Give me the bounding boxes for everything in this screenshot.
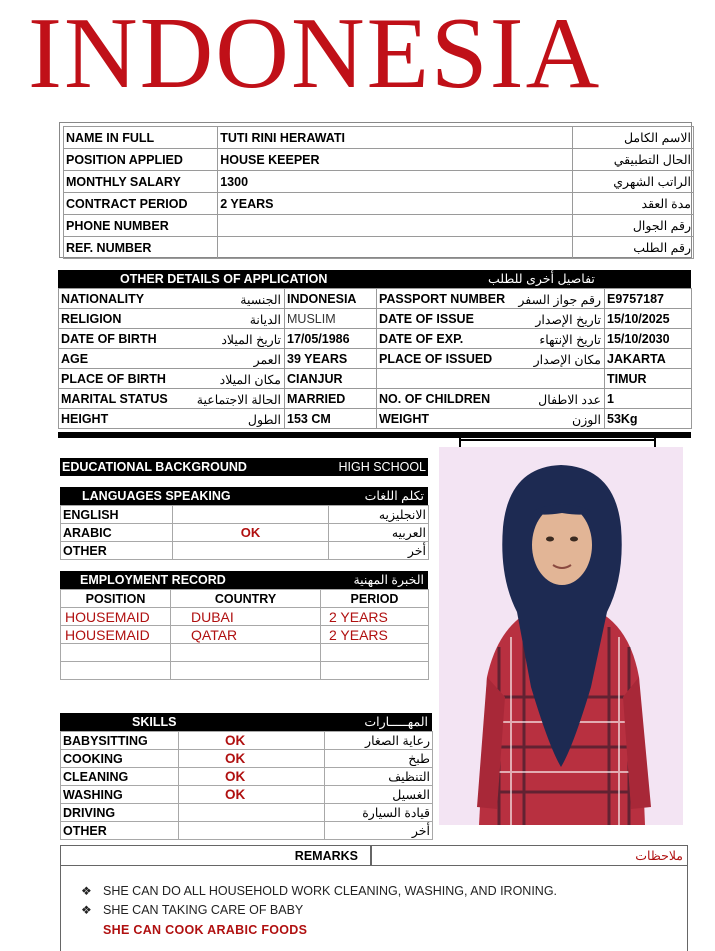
field-value: 1300 <box>218 171 573 193</box>
detail-value: 15/10/2030 <box>605 329 692 349</box>
summary-row <box>64 193 694 215</box>
summary-row <box>64 127 694 149</box>
skill-level: OK <box>179 750 325 768</box>
detail-label: PASSPORT NUMBER <box>379 291 506 306</box>
field-value <box>218 237 573 259</box>
languages-section <box>60 487 428 560</box>
employment-period <box>321 644 429 662</box>
detail-value: E9757187 <box>605 289 692 309</box>
other-details-header <box>58 270 691 288</box>
language-label: OTHER <box>61 542 173 560</box>
field-label-ar: الاسم الكامل <box>573 127 694 149</box>
skill-label-ar: قيادة السيارة <box>325 804 433 822</box>
detail-row <box>59 329 692 349</box>
skill-label: WASHING <box>61 786 179 804</box>
detail-value: CIANJUR <box>285 369 377 389</box>
skill-label-ar: الغسيل <box>325 786 433 804</box>
applicant-summary-table <box>63 126 694 259</box>
diamond-bullet-icon: ❖ <box>81 884 92 898</box>
detail-label-ar: الديانة <box>249 312 281 327</box>
employment-row <box>61 644 429 662</box>
language-label-ar: الانجليزيه <box>329 506 429 524</box>
languages-title: LANGUAGES SPEAKING <box>82 489 231 503</box>
applicant-photo <box>439 447 683 825</box>
skill-label: BABYSITTING <box>61 732 179 750</box>
detail-row <box>59 369 692 389</box>
skills-header <box>60 713 432 731</box>
skill-row <box>61 822 433 840</box>
employment-section <box>60 571 428 680</box>
skill-level <box>179 822 325 840</box>
remarks-header <box>61 846 687 866</box>
employment-column-header: PERIOD <box>321 590 429 608</box>
employment-period <box>321 662 429 680</box>
field-value: TUTI RINI HERAWATI <box>218 127 573 149</box>
detail-value: 15/10/2025 <box>605 309 692 329</box>
detail-label-ar: الطول <box>247 412 281 427</box>
employment-period: 2 YEARS <box>321 626 429 644</box>
detail-label-ar: الحالة الاجتماعية <box>196 392 281 407</box>
employment-country: DUBAI <box>171 608 321 626</box>
remarks-list <box>81 882 687 920</box>
section-divider <box>58 432 691 438</box>
detail-label-cell <box>59 289 285 309</box>
detail-label-cell <box>377 389 605 409</box>
employment-position <box>61 644 171 662</box>
remark-item <box>81 882 687 901</box>
employment-row <box>61 626 429 644</box>
remarks-title-ar: ملاحظات <box>635 849 683 863</box>
detail-value: 1 <box>605 389 692 409</box>
detail-label-cell <box>59 389 285 409</box>
employment-country <box>171 644 321 662</box>
detail-label-cell <box>59 409 285 429</box>
remarks-section <box>60 845 688 951</box>
employment-title-ar: الخبرة المهنية <box>353 573 424 587</box>
education-label: EDUCATIONAL BACKGROUND <box>62 460 247 474</box>
employment-header <box>60 571 428 589</box>
detail-value: 17/05/1986 <box>285 329 377 349</box>
field-label: MONTHLY SALARY <box>64 171 218 193</box>
detail-label: AGE <box>61 351 89 366</box>
language-level: OK <box>173 524 329 542</box>
skill-level: OK <box>179 786 325 804</box>
detail-row <box>59 409 692 429</box>
skill-label: OTHER <box>61 822 179 840</box>
detail-label: DATE OF EXP. <box>379 331 464 346</box>
employment-period: 2 YEARS <box>321 608 429 626</box>
detail-value: JAKARTA <box>605 349 692 369</box>
skill-label: CLEANING <box>61 768 179 786</box>
language-level <box>173 542 329 560</box>
field-label-ar: الراتب الشهري <box>573 171 694 193</box>
detail-label-cell <box>59 309 285 329</box>
applicant-summary-box <box>59 122 692 258</box>
country-title: INDONESIA <box>28 0 602 110</box>
detail-row <box>59 309 692 329</box>
photo-frame-line <box>459 439 656 441</box>
language-label-ar: العربيه <box>329 524 429 542</box>
detail-label-cell <box>59 329 285 349</box>
field-label-ar: رقم الطلب <box>573 237 694 259</box>
skills-section <box>60 713 432 840</box>
other-details-title: OTHER DETAILS OF APPLICATION <box>120 272 328 286</box>
field-label: CONTRACT PERIOD <box>64 193 218 215</box>
detail-row <box>59 389 692 409</box>
detail-value: MUSLIM <box>285 309 377 329</box>
field-label-ar: رقم الجوال <box>573 215 694 237</box>
summary-row <box>64 215 694 237</box>
detail-value: INDONESIA <box>285 289 377 309</box>
employment-table <box>60 589 429 680</box>
employment-position <box>61 662 171 680</box>
detail-value: MARRIED <box>285 389 377 409</box>
other-details-section <box>58 270 691 429</box>
skill-label-ar: أخر <box>325 822 433 840</box>
summary-row <box>64 171 694 193</box>
employment-column-header: COUNTRY <box>171 590 321 608</box>
detail-row <box>59 349 692 369</box>
detail-label: DATE OF BIRTH <box>61 331 157 346</box>
employment-row <box>61 608 429 626</box>
detail-label-ar: مكان الإصدار <box>533 352 601 367</box>
detail-label-ar: العمر <box>253 352 281 367</box>
languages-table <box>60 505 429 560</box>
skills-table <box>60 731 433 840</box>
detail-label-ar: مكان الميلاد <box>219 372 281 387</box>
remarks-title: REMARKS <box>61 846 371 866</box>
detail-label: PLACE OF ISSUED <box>379 351 493 366</box>
other-details-table <box>58 288 692 429</box>
skill-row <box>61 804 433 822</box>
skill-label-ar: طبخ <box>325 750 433 768</box>
field-value: HOUSE KEEPER <box>218 149 573 171</box>
employment-column-header: POSITION <box>61 590 171 608</box>
detail-value: 39 YEARS <box>285 349 377 369</box>
field-label: PHONE NUMBER <box>64 215 218 237</box>
detail-label-cell <box>377 289 605 309</box>
detail-label: WEIGHT <box>379 411 429 426</box>
field-value: 2 YEARS <box>218 193 573 215</box>
skill-row <box>61 768 433 786</box>
languages-header <box>60 487 428 505</box>
detail-label-cell <box>377 349 605 369</box>
summary-row <box>64 149 694 171</box>
skill-row <box>61 732 433 750</box>
detail-value: 153 CM <box>285 409 377 429</box>
detail-label: DATE OF ISSUE <box>379 311 474 326</box>
remarks-highlight: SHE CAN COOK ARABIC FOODS <box>103 923 308 937</box>
field-label: POSITION APPLIED <box>64 149 218 171</box>
education-value: HIGH SCHOOL <box>338 460 426 474</box>
employment-country <box>171 662 321 680</box>
detail-label-ar: الوزن <box>572 412 601 427</box>
detail-label-cell <box>377 309 605 329</box>
education-bar <box>60 458 428 476</box>
skill-label: COOKING <box>61 750 179 768</box>
skill-label: DRIVING <box>61 804 179 822</box>
detail-value: 53Kg <box>605 409 692 429</box>
applicant-photo-illustration <box>439 447 683 825</box>
detail-label-ar: تاريخ الإنتهاء <box>539 332 601 347</box>
detail-label-ar: عدد الاطفال <box>538 392 601 407</box>
education-row <box>60 458 428 476</box>
skill-level: OK <box>179 732 325 750</box>
other-details-title-ar: تفاصيل أخرى للطلب <box>488 272 595 286</box>
detail-label: RELIGION <box>61 311 122 326</box>
language-row <box>61 542 429 560</box>
remark-text: SHE CAN DO ALL HOUSEHOLD WORK CLEANING, WASHING, AND IRONING. <box>103 884 558 898</box>
language-row <box>61 506 429 524</box>
detail-label: PLACE OF BIRTH <box>61 371 166 386</box>
language-label: ARABIC <box>61 524 173 542</box>
diamond-bullet-icon: ❖ <box>81 903 92 917</box>
employment-row <box>61 662 429 680</box>
detail-label-ar: تاريخ الميلاد <box>221 332 281 347</box>
detail-label: NATIONALITY <box>61 291 145 306</box>
skills-title: SKILLS <box>132 715 177 729</box>
detail-label-cell <box>377 329 605 349</box>
detail-value: TIMUR <box>605 369 692 389</box>
skill-row <box>61 750 433 768</box>
language-label-ar: أخر <box>329 542 429 560</box>
skill-level <box>179 804 325 822</box>
field-label: NAME IN FULL <box>64 127 218 149</box>
language-row <box>61 524 429 542</box>
employment-columns <box>61 590 429 608</box>
summary-row <box>64 237 694 259</box>
skill-label-ar: التنظيف <box>325 768 433 786</box>
languages-title-ar: تكلم اللغات <box>364 489 424 503</box>
skill-label-ar: رعاية الصغار <box>325 732 433 750</box>
language-label: ENGLISH <box>61 506 173 524</box>
detail-label-cell <box>59 369 285 389</box>
detail-label: MARITAL STATUS <box>61 391 168 406</box>
field-label: REF. NUMBER <box>64 237 218 259</box>
detail-label: NO. OF CHILDREN <box>379 391 491 406</box>
skills-title-ar: المهـــــارات <box>364 715 428 729</box>
remark-item <box>81 901 687 920</box>
skill-row <box>61 786 433 804</box>
employment-position: HOUSEMAID <box>61 626 171 644</box>
employment-title: EMPLOYMENT RECORD <box>80 573 226 587</box>
remark-text: SHE CAN TAKING CARE OF BABY <box>103 903 304 917</box>
detail-label: HEIGHT <box>61 411 109 426</box>
field-label-ar: الحال التطبيقي <box>573 149 694 171</box>
detail-label-ar: رقم جواز السفر <box>518 292 601 307</box>
employment-position: HOUSEMAID <box>61 608 171 626</box>
language-level <box>173 506 329 524</box>
detail-row <box>59 289 692 309</box>
detail-label-cell <box>59 349 285 369</box>
skill-level: OK <box>179 768 325 786</box>
detail-label-cell <box>377 369 605 389</box>
detail-label-cell <box>377 409 605 429</box>
detail-label-ar: تاريخ الإصدار <box>535 312 601 327</box>
field-label-ar: مدة العقد <box>573 193 694 215</box>
field-value <box>218 215 573 237</box>
detail-label-ar: الجنسية <box>240 292 281 307</box>
employment-country: QATAR <box>171 626 321 644</box>
